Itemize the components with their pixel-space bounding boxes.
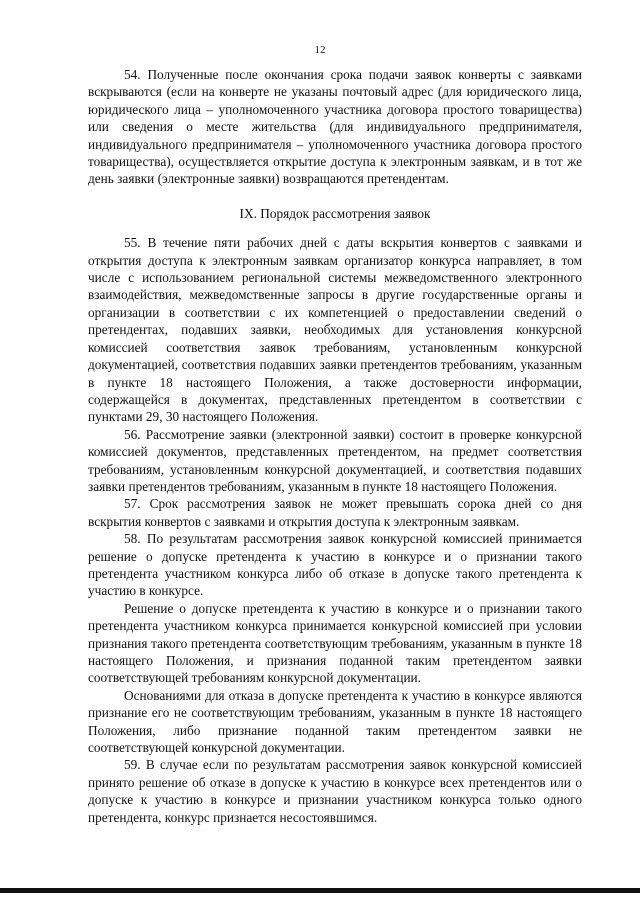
paragraph-56: 56. Рассмотрение заявки (электронной заявки) состоит в проверке конкурсной комиссией документов, представленных претендентом, на предмет соответствия требованиям, установленным конкурсной документацией, и соответствия подавших заявки претендентов требованиям, указанным в пункте 18 настоящего Положения. [88,426,582,494]
page-number: 12 [314,44,326,56]
paragraph-54: 54. Полученные после окончания срока подачи заявок конверты с заявками вскрываются (если на конверте не указаны почтовый адрес (для юридического лица, юридического лица – уполномоченного участника договора простого товарищества) или сведения о месте жительства (для индивидуального предпринимателя, индивидуального предпринимателя – уполномоченного участника договора простого товарищества), осуществляется открытие доступа к электронным заявкам, и в тот же день заявки (электронные заявки) возвращаются претендентам. [88,67,582,187]
paragraph-58-refusal-grounds: Основаниями для отказа в допуске претендента к участию в конкурсе являются признание его не соответствующим требованиям, указанным в пункте 18 настоящего Положения, либо признание поданной таким претендентом заявки не соответствующей конкурсной документации. [88,687,582,756]
paragraph-58-decision: Решение о допуске претендента к участию в конкурсе и о признании такого претендента участником конкурса принимается конкурсной комиссией при условии признания такого претендента соответствующим требованиям, указанным в пункте 18 настоящего Положения, и признания поданной таким претендентом заявки соответствующей требованиям конкурсной документации. [88,600,582,686]
paragraph-55: 55. В течение пяти рабочих дней с даты вскрытия конвертов с заявками и открытия доступа к электронным заявкам организатор конкурса направляет, в том числе с использованием региональной системы межведомственного электронного взаимодействия, межведомственные запросы в другие государственные органы и организации в соответствии с их компетенцией о предоставлении сведений о претендентах, подавших заявки, необходимых для установления конкурсной комиссией соответствия заявок требованиям, установленным конкурсной документацией, соответствия подавших заявки претендентов требованиям, указанным в пункте 18 настоящего Положения, а также достоверности информации, содержащейся в документах, представленных претендентом в соответствии с пунктами 29, 30 настоящего Положения. [88,235,582,425]
paragraph-58: 58. По результатам рассмотрения заявок конкурсной комиссией принимается решение о допуске претендента к участию в конкурсе и о признании такого претендента участником конкурса либо об отказе в допуске такого претендента к участию в конкурсе. [88,531,582,599]
paragraph-57: 57. Срок рассмотрения заявок не может превышать сорока дней со дня вскрытия конвертов с заявками и открытия доступа к электронным заявкам. [88,496,582,529]
scan-bottom-edge [0,888,640,893]
document-body [88,66,582,826]
paragraph-59: 59. В случае если по результатам рассмотрения заявок конкурсной комиссией принято решение об отказе в допуске к участию в конкурсе всех претендентов или о допуске к участию в конкурсе и признании участником конкурса только одного претендента, конкурс признается несостоявшимся. [88,757,582,825]
section-heading: IX. Порядок рассмотрения заявок [239,205,431,221]
